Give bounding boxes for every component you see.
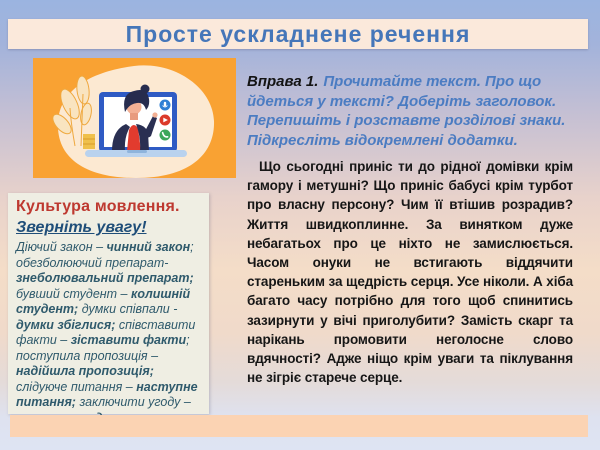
pot-icon — [83, 134, 95, 149]
phone-icon — [160, 130, 171, 141]
video-icon — [160, 115, 171, 126]
exercise-section — [247, 72, 573, 387]
exercise-label: Вправа 1. — [247, 73, 319, 90]
vocab-text: Діючий закон – чинний закон; обезболюючий препарат- знеболювальний препарат; бувший студент – колишній студент; думки співпали - думки збіглися; співставити факти – зіставити факти; поступила пропозиція – надійшла пропозиція; слідуюче питання – наступне питання; заключити угоду – — [16, 240, 198, 409]
culture-heading: Культура мовлення. — [16, 198, 180, 215]
illustration-box — [33, 58, 236, 178]
culture-of-speech-panel — [8, 193, 209, 414]
exercise-instruction-text: Прочитайте текст. Про що йдеться у тексті? Доберіть заголовок. Перепишіть і розставте розділові знаки. Підкресліть відокремлені додатки. — [247, 73, 566, 149]
attention-heading: Зверніть увагу! — [16, 219, 147, 236]
exercise-body-text: Що сьогодні приніс ти до рідної домівки крім гамору і метушні? Що приніс бабусі крім турбот про власну персону? Чим її втішив розрадив? Життя швидкоплинне. За винятком дуже небагатьох про це ніхто не замислюється. Часом онуки не встигають віддячити стареньким за щедрість серця. Усе ніколи. А хіба багато часу потрібно для того щоб спинитись зазирнути у вічі приголубити? Замість скарг та нарікань промовити неголосне слово вдячності? Адже ніщо крім уваги та піклування не зігріє старече серце. — [247, 159, 573, 386]
bottom-accent-bar — [10, 415, 588, 437]
exercise-instruction — [247, 72, 573, 150]
title-banner — [8, 19, 588, 49]
mic-icon — [160, 100, 171, 111]
page-title: Просте ускладнене речення — [125, 20, 471, 47]
teacher-laptop-illustration — [33, 58, 236, 178]
